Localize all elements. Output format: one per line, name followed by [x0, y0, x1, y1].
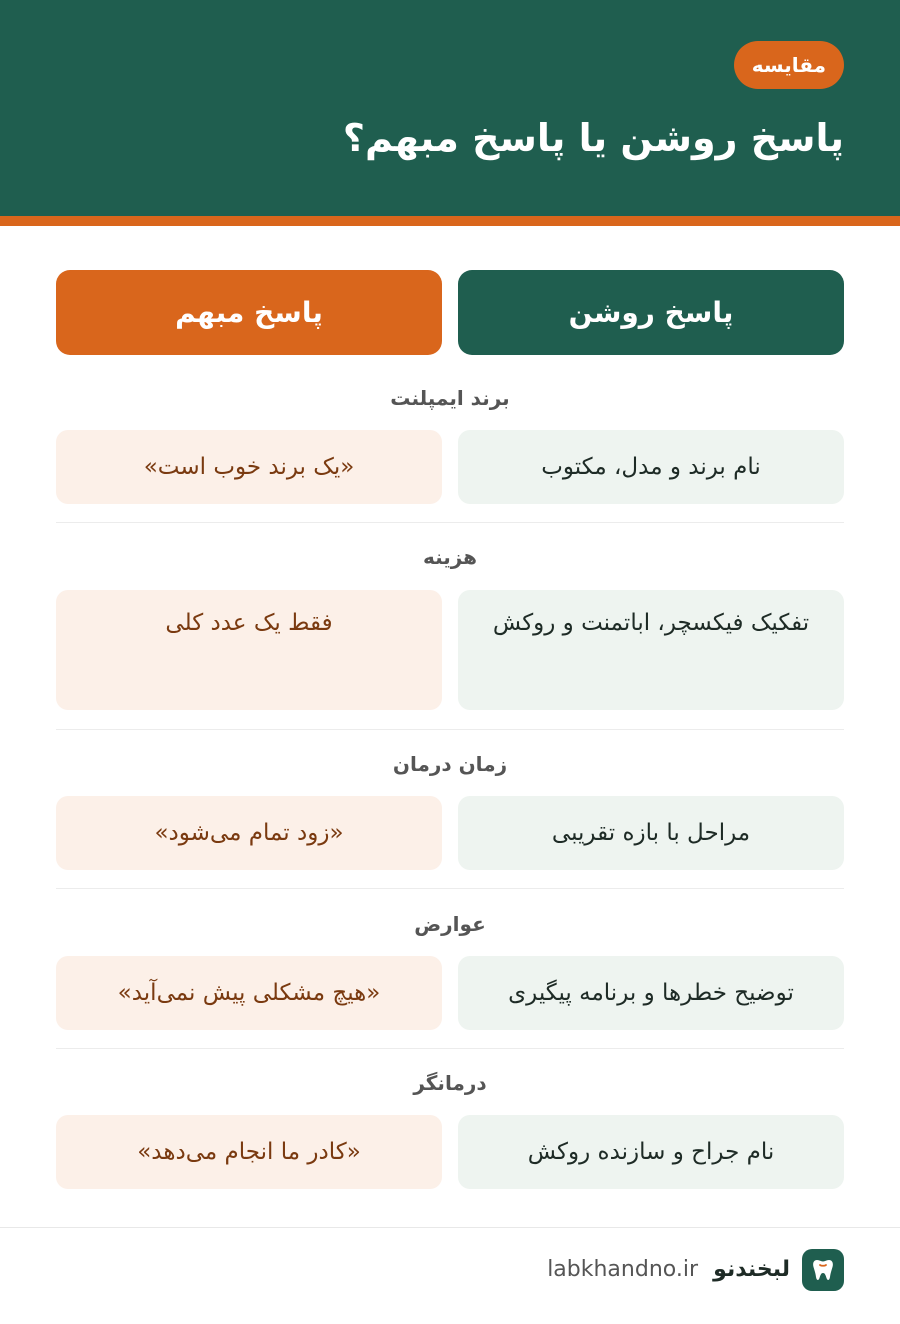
tooth-icon — [802, 1249, 844, 1291]
category-badge: مقایسه — [734, 41, 844, 89]
website-url[interactable]: labkhandno.ir — [547, 1257, 698, 1282]
row-label-cost: هزینه — [422, 545, 478, 569]
row-divider — [56, 888, 844, 889]
clear-answer-cell: مراحل با بازه تقریبی — [458, 796, 844, 870]
row-divider — [56, 522, 844, 523]
header-banner — [0, 0, 900, 216]
row-divider — [56, 729, 844, 730]
clear-answer-cell: تفکیک فیکسچر، اباتمنت و روکش — [458, 590, 844, 710]
clear-answer-cell: توضیح خطرها و برنامه پیگیری — [458, 956, 844, 1030]
brand-name: لبخندنو — [713, 1257, 790, 1282]
vague-answer-cell: فقط یک عدد کلی — [56, 590, 442, 710]
vague-answer-cell: «هیچ مشکلی پیش نمی‌آید» — [56, 956, 442, 1030]
row-divider — [56, 1048, 844, 1049]
footer-divider — [0, 1227, 900, 1228]
clear-answer-column-header: پاسخ روشن — [458, 270, 844, 355]
row-label-treatment-time: زمان درمان — [392, 752, 508, 776]
row-label-implant-brand: برند ایمپلنت — [390, 386, 510, 410]
header-accent-stripe — [0, 216, 900, 226]
clear-answer-cell: نام جراح و سازنده روکش — [458, 1115, 844, 1189]
page-title: پاسخ روشن یا پاسخ مبهم؟ — [342, 116, 844, 160]
vague-answer-cell: «زود تمام می‌شود» — [56, 796, 442, 870]
vague-answer-column-header: پاسخ مبهم — [56, 270, 442, 355]
row-label-complications: عوارض — [414, 912, 486, 936]
vague-answer-cell: «کادر ما انجام می‌دهد» — [56, 1115, 442, 1189]
row-label-practitioner: درمانگر — [413, 1071, 487, 1095]
vague-answer-cell: «یک برند خوب است» — [56, 430, 442, 504]
clear-answer-cell: نام برند و مدل، مکتوب — [458, 430, 844, 504]
